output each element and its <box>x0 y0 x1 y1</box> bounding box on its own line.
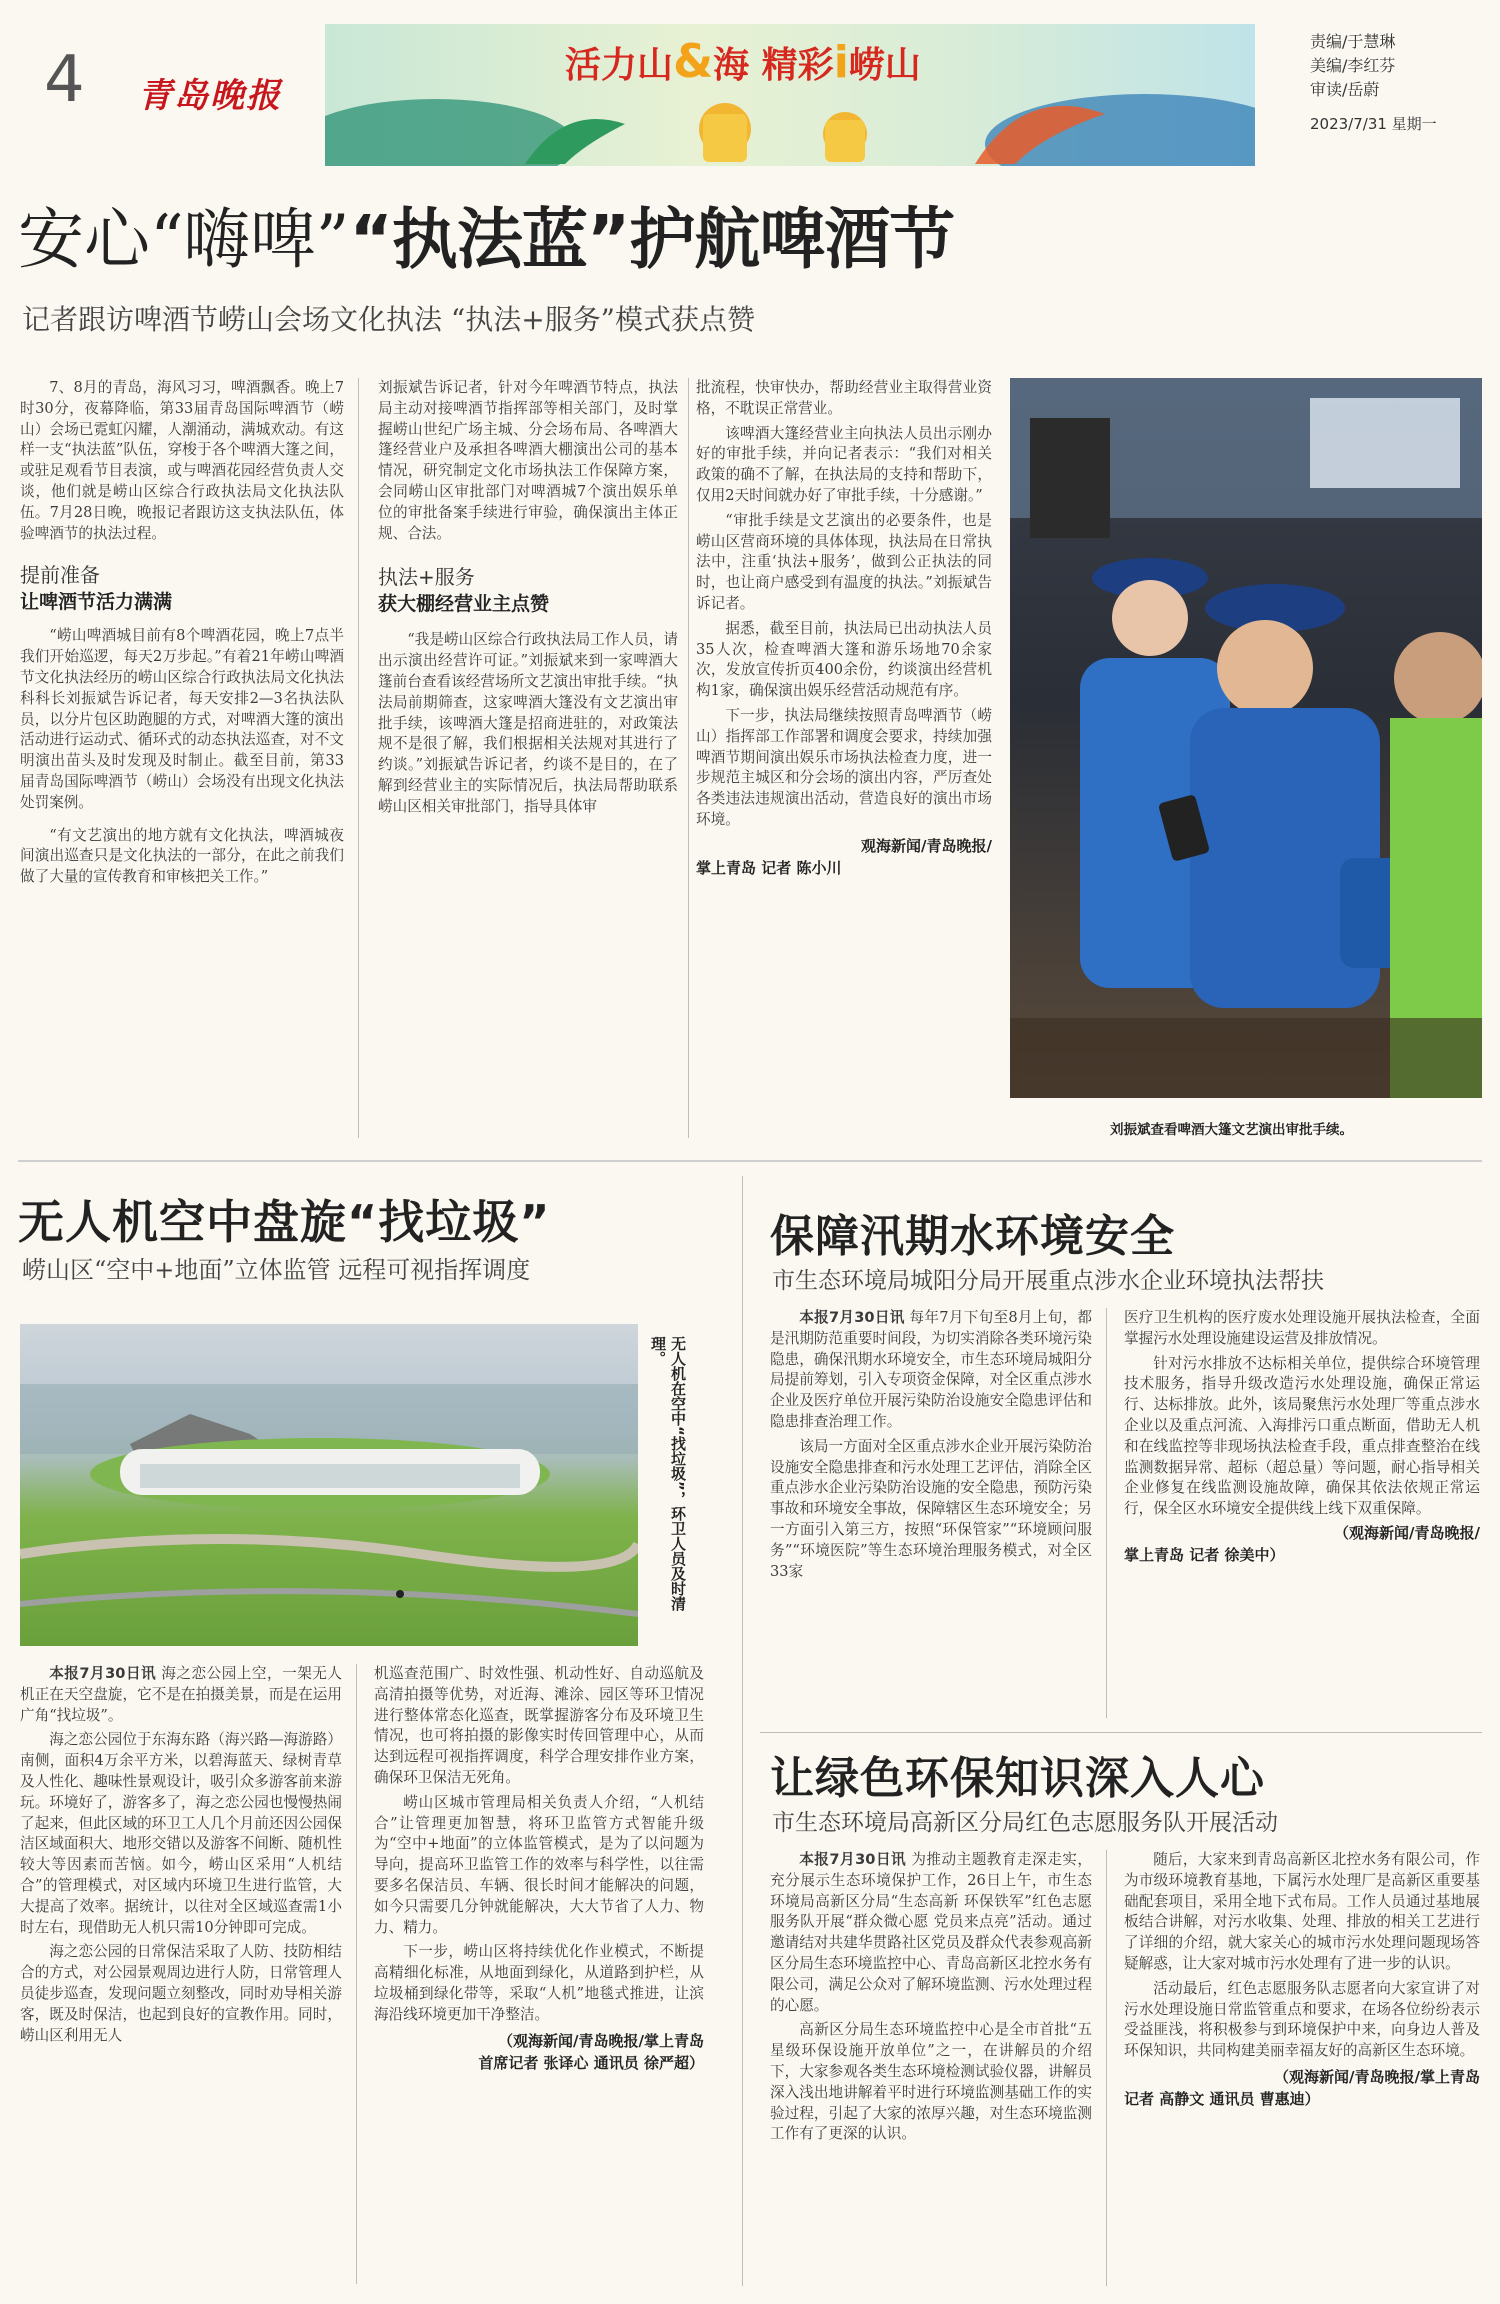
water-paragraph: 针对污水排放不达标相关单位，提供综合环境管理技术服务，指导升级改造污水处理设施，确保正常运行、达标排放。此外，该局聚焦污水处理厂等重点涉水企业以及重点河流、入海排污口重点断面，借助无人机和在线监控等非现场执法检查手段，重点排查整治在线监测数据异常、超标（超总量）等问题，耐心指导相关企业修复在线监测设施故障，确保其依法依规正常运行，保全区水环境安全提供线上线下双重保障。 <box>1124 1354 1480 1518</box>
lead-paragraph: “有文艺演出的地方就有文化执法，啤酒城夜间演出巡查只是文化执法的一部分，在此之前我们做了大量的宣传教育和审核把关工作。” <box>20 826 344 886</box>
lead-paragraph: “审批手续是文艺演出的必要条件，也是崂山区营商环境的具体体现，执法局在日常执法中，注重‘执法+服务’，做到公正执法的同时，也让商户感受到有温度的执法。”刘振斌告诉记者。 <box>696 511 992 612</box>
lead-subtitle: 记者跟访啤酒节崂山会场文化执法 “执法+服务”模式获点赞 <box>22 303 755 336</box>
water-headline: 保障汛期水环境安全 <box>770 1211 1175 1262</box>
green-paragraph: 随后，大家来到青岛高新区北控水务有限公司，作为市级环境教育基地，下属污水处理厂是高新区重要基础配套项目，采用全地下式布局。工作人员通过基地展板结合讲解，对污水收集、处理、排放的相关工艺进行了详细的介绍，就大家关心的城市污水处理问题现场答疑解惑，让大家对城市污水处理有了进一步的认识。 <box>1124 1851 1480 1972</box>
drone-subtitle: 崂山区“空中+地面”立体监管 远程可视指挥调度 <box>22 1256 531 1284</box>
drone-dateline: 本报7月30日讯 <box>49 1665 157 1682</box>
water-byline <box>1124 1522 1480 1566</box>
drone-paragraph: 海之恋公园的日常保洁采取了人防、技防相结合的方式，对公园景观周边进行人防，日常管理人员徒步巡查，发现问题立刻整改，同时劝导相关游客，既及时保洁，也起到良好的宣教作用。同时，崂山区利用无人 <box>20 1943 342 2044</box>
drone-photo <box>20 1324 638 1646</box>
drone-headline: 无人机空中盘旋“找垃圾” <box>18 1195 551 1249</box>
section-divider <box>18 1160 1482 1162</box>
drone-paragraph: 崂山区城市管理局相关负责人介绍，“人机结合”让管理更加智慧，将环卫监管方式智能升级为“空中+地面”的立体监管模式，是为了以问题为导向，提高环卫监管工作的效率与科学性，以往需要多名保洁员、车辆、很长时间才能解决的问题，如今只需要几分钟就能解决，大大节省了人力、物力、精力。 <box>374 1793 704 1936</box>
drone-paragraph: 海之恋公园位于东海东路（海兴路—海游路）南侧，面积4万余平方米，以碧海蓝天、绿树青草及人性化、趣味性景观设计，吸引众多游客前来游玩。环境好了，游客多了，海之恋公园也慢慢热闹了起来，但此区域的环卫工人几个月前还因公园保洁区域面积大、地形交错以及游客不间断、随机性较大等因素而苦恼。如今，崂山区采用“人机结合”的管理模式，对区域内环境卫生进行监管，大大提高了效率。据统计，以往对全区域巡查需1小时左右，现借助无人机只需10分钟即可完成。 <box>20 1731 342 1936</box>
issue-date: 2023/7/31 星期一 <box>1310 115 1437 133</box>
drone-column-2 <box>374 1664 704 2074</box>
lead-headline <box>18 200 954 280</box>
green-byline-line-2: 记者 高静文 通讯员 曹惠迪） <box>1124 2089 1320 2108</box>
lead-paragraph: 刘振斌告诉记者，针对今年啤酒节特点，执法局主动对接啤酒节指挥部等相关部门，及时掌握崂山世纪广场主城、分会场布局、各啤酒大篷经营业户及承担各啤酒大棚演出公司的基本情况，研究制定文化市场执法工作保障方案，会同崂山区审批部门对啤酒城7个演出娱乐单位的审批备案手续进行审验，确保演出主体正规、合法。 <box>378 379 678 542</box>
drone-byline-line-1: （观海新闻/青岛晚报/掌上青岛 <box>498 2031 704 2050</box>
column-divider <box>1106 1850 1107 2286</box>
lead-photo-scene <box>1010 378 1482 1098</box>
water-paragraph <box>770 1308 1092 1433</box>
drone-text: 海之恋公园上空，一架无人机正在天空盘旋，它不是在拍摄美景，而是在运用广角“找垃圾”。 <box>20 1665 342 1724</box>
water-byline-line-2: 掌上青岛 记者 徐美中） <box>1124 1545 1285 1564</box>
lead-headline-part-a: 安心“嗨啤” <box>18 201 350 278</box>
lead-column-2 <box>378 378 678 818</box>
drone-paragraph: 下一步，崂山区将持续优化作业模式，不断提高精细化标准，从地面到绿化，从道路到护栏，从垃圾桶到绿化带等，采取“人机”地毯式推进，让滨海沿线环境更加干净整洁。 <box>374 1943 704 2023</box>
lead-intro: 7、8月的青岛，海风习习，啤酒飘香。晚上7时30分，夜幕降临，第33届青岛国际啤酒节（崂山）会场已霓虹闪耀，人潮涌动，满城欢动。有这样一支“执法蓝”队伍，穿梭于各个啤酒大篷之间，或驻足观看节目表演，或与啤酒花园经营负责人交谈，他们就是崂山区综合行政执法局文化执法队伍。7月28日晚，晚报记者跟访这支执法队伍，体验啤酒节的执法过程。 <box>20 379 344 542</box>
lead-section-1-subtitle: 让啤酒节活力满满 <box>20 591 173 614</box>
green-paragraph: 活动最后，红色志愿服务队志愿者向大家宣讲了对污水处理设施日常监管重点和要求，在场各位纷纷表示受益匪浅，将积极参与到环境保护中来，向身边人普及环保知识，共同构建美丽幸福友好的高新区生态环境。 <box>1124 1979 1480 2060</box>
water-dateline: 本报7月30日讯 <box>799 1309 905 1326</box>
drone-byline <box>374 2030 704 2074</box>
lead-headline-part-b: “执法蓝”护航啤酒节 <box>349 201 955 278</box>
lead-section-2-subtitle: 获大棚经营业主点赞 <box>378 593 550 616</box>
lead-paragraph: 该啤酒大篷经营业主向执法人员出示刚办好的审批手续，并向记者表示：“我们对相关政策的确不了解，在执法局的支持和帮助下，仅用2天时间就办好了审批手续，十分感谢。” <box>696 424 992 504</box>
drone-paragraph: 机巡查范围广、时效性强、机动性好、自动巡航及高清拍摄等优势，对近海、滩涂、园区等环卫情况进行整体常态化巡查，既掌握游客分布及环境卫生情况，也可将拍摄的影像实时传回管理中心，从而达到远程可视指挥调度，科学合理安排作业方案，确保环卫保洁无死角。 <box>374 1665 704 1786</box>
lead-paragraph: 批流程，快审快办，帮助经营业主取得营业资格，不耽误正常营业。 <box>696 379 992 417</box>
column-divider <box>358 378 359 1138</box>
water-column-2 <box>1124 1308 1480 1566</box>
green-byline-line-1: （观海新闻/青岛晚报/掌上青岛 <box>1274 2067 1480 2086</box>
green-subtitle: 市生态环境局高新区分局红色志愿服务队开展活动 <box>772 1810 1278 1836</box>
drone-column-1 <box>20 1664 342 2046</box>
green-column-1 <box>770 1850 1092 2145</box>
lead-paragraph: 据悉，截至目前，执法局已出动执法人员35人次，检查啤酒大篷和游乐场地70余家次，发放宣传折页400余份，约谈演出经营机构1家，确保演出娱乐经营活动规范有序。 <box>696 619 992 700</box>
lead-section-2-title: 执法+服务 <box>378 565 475 590</box>
water-paragraph: 该局一方面对全区重点涉水企业开展污染防治设施安全隐患排查和污水处理工艺评估，消除全区重点涉水企业污染防治设施的安全隐患，预防污染事故和环境安全事故，保障辖区生态环境安全；另一方面引入第三方，按照“环保管家”“环境顾问服务”“环境医院”等生态环境治理服务模式，对全区33家 <box>770 1437 1092 1580</box>
drone-photo-caption: 无人机在空中“找垃圾”，环卫人员及时清理。 <box>649 1336 687 1611</box>
lead-section-1-title: 提前准备 <box>20 563 100 588</box>
banner-text-mid: 海 精彩 <box>713 45 834 86</box>
banner-i: i <box>833 37 849 88</box>
lead-photo <box>1010 378 1482 1098</box>
lead-column-1 <box>20 378 344 888</box>
editor-line: 美编/李红芬 <box>1310 56 1396 75</box>
editor-line: 审读/岳蔚 <box>1310 80 1380 99</box>
green-byline <box>1124 2066 1480 2110</box>
lead-photo-caption: 刘振斌查看啤酒大篷文艺演出审批手续。 <box>1110 1122 1353 1138</box>
paper-logo: 青岛晚报 <box>138 76 282 116</box>
lead-byline-line-1: 观海新闻/青岛晚报/ <box>861 836 992 855</box>
drone-photo-scene <box>20 1324 638 1646</box>
water-column-1 <box>770 1308 1092 1582</box>
banner-text-right: 崂山 <box>848 45 921 86</box>
green-dateline: 本报7月30日讯 <box>799 1851 907 1868</box>
water-subtitle: 市生态环境局城阳分局开展重点涉水企业环境执法帮扶 <box>772 1268 1324 1294</box>
lead-paragraph: 下一步，执法局继续按照青岛啤酒节（崂山）指挥部工作部署和调度会要求，持续加强啤酒节期间演出娱乐市场执法检查力度，进一步规范主城区和分会场的演出内容，严厉查处各类违法违规演出活动，营造良好的演出市场环境。 <box>696 706 992 828</box>
green-column-2 <box>1124 1850 1480 2110</box>
lead-paragraph: “崂山啤酒城目前有8个啤酒花园，晚上7点半我们开始巡逻，每天2万步起。”有着21年崂山啤酒节文化执法经历的崂山区综合行政执法局文化执法科科长刘振斌告诉记者，每天安排2—3名执法队员，以分片包区助跑腿的方式，对啤酒大篷的演出活动进行运动式、循环式的动态执法巡查，对不文明演出苗头及时发现及时制止。截至目前，第33届青岛国际啤酒节（崂山）会场没有出现文化执法处罚案例。 <box>20 627 344 811</box>
page-number: 4 <box>44 43 85 117</box>
water-text: 每年7月下旬至8月上旬，都是汛期防范重要时间段，为切实消除各类环境污染隐患，确保汛期水环境安全，市生态环境局城阳分局提前筹划，引入专项资金保障，对全区重点涉水企业及医疗单位开展污染防治设施安全隐患评估和隐患排查治理工作。 <box>770 1309 1092 1430</box>
banner-ampersand: & <box>673 34 714 88</box>
drone-paragraph <box>20 1664 342 1726</box>
water-paragraph: 医疗卫生机构的医疗废水处理设施开展执法检查，全面掌握污水处理设施建设运营及排放情况。 <box>1124 1309 1480 1347</box>
green-text: 为推动主题教育走深走实，充分展示生态环境保护工作，26日上午，市生态环境局高新区分局“生态高新 环保铁军”红色志愿服务队开展“群众微心愿 党员来点亮”活动。通过邀请结对共建华贯路社区党员及群众代表参观高新区分局生态环境监控中心、青岛高新区北控水务有限公司，满足公众对了解环境监测、污水处理过程的心愿。 <box>770 1851 1092 2014</box>
banner-text-left: 活力山 <box>565 45 674 86</box>
section-divider <box>760 1732 1482 1733</box>
column-divider <box>356 1664 357 2284</box>
lead-paragraph: “我是崂山区综合行政执法局工作人员，请出示演出经营许可证。”刘振斌来到一家啤酒大篷前台查看该经营场所文艺演出审批手续。“执法局前期筛查，这家啤酒大篷没有文艺演出审批手续，该啤酒大篷是招商进驻的，对政策法规不是很了解，我们根据相关法规对其进行了约谈。”刘振斌告诉记者，约谈不是目的，在了解到经营业主的实际情况后，执法局帮助联系崂山区相关审批部门，指导具体审 <box>378 631 678 815</box>
header-banner <box>325 24 1255 166</box>
green-paragraph <box>770 1850 1092 2016</box>
lead-byline <box>696 835 992 879</box>
editor-line: 责编/于慧琳 <box>1310 32 1396 51</box>
green-paragraph: 高新区分局生态环境监控中心是全市首批“五星级环保设施开放单位”之一，在讲解员的介绍下，大家参观各类生态环境检测试验仪器，讲解员深入浅出地讲解着平时进行环境监测基础工作的实验过程，引起了大家的浓厚兴趣，对生态环境监测工作有了更深的认识。 <box>770 2021 1092 2143</box>
drone-byline-line-2: 首席记者 张译心 通讯员 徐严超） <box>478 2053 704 2072</box>
green-headline: 让绿色环保知识深入人心 <box>770 1753 1265 1804</box>
editor-credits <box>1310 30 1437 136</box>
column-divider <box>688 378 689 1138</box>
section-divider-vertical <box>742 1176 743 2286</box>
water-byline-line-1: （观海新闻/青岛晚报/ <box>1334 1523 1480 1542</box>
lead-column-3 <box>696 378 992 879</box>
lead-byline-line-2: 掌上青岛 记者 陈小川 <box>696 858 842 877</box>
column-divider <box>1106 1308 1107 1718</box>
